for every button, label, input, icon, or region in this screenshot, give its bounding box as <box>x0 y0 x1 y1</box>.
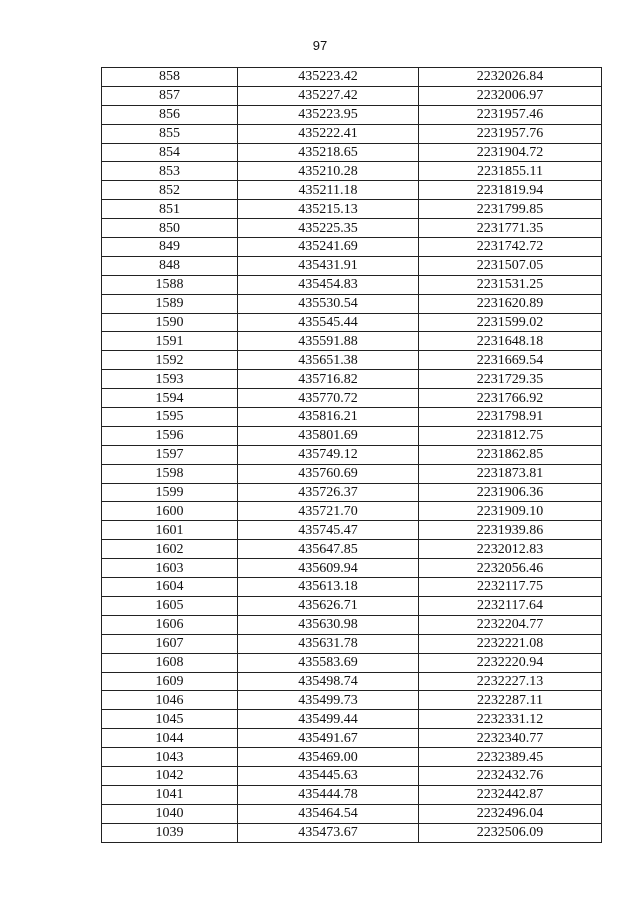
x-coordinate-cell: 435721.70 <box>238 502 419 521</box>
table-row <box>102 521 602 540</box>
point-id-cell: 1591 <box>102 332 238 351</box>
point-id-cell: 1604 <box>102 578 238 597</box>
table-row <box>102 256 602 275</box>
point-id-cell: 854 <box>102 143 238 162</box>
x-coordinate-cell: 435464.54 <box>238 804 419 823</box>
y-coordinate-cell: 2231766.92 <box>419 389 602 408</box>
x-coordinate-cell: 435445.63 <box>238 766 419 785</box>
table-row <box>102 804 602 823</box>
x-coordinate-cell: 435816.21 <box>238 408 419 427</box>
table-row <box>102 672 602 691</box>
point-id-cell: 1605 <box>102 596 238 615</box>
y-coordinate-cell: 2232496.04 <box>419 804 602 823</box>
x-coordinate-cell: 435431.91 <box>238 256 419 275</box>
y-coordinate-cell: 2231909.10 <box>419 502 602 521</box>
point-id-cell: 853 <box>102 162 238 181</box>
x-coordinate-cell: 435444.78 <box>238 785 419 804</box>
table-row <box>102 691 602 710</box>
x-coordinate-cell: 435770.72 <box>238 389 419 408</box>
table-row <box>102 464 602 483</box>
x-coordinate-cell: 435583.69 <box>238 653 419 672</box>
table-row <box>102 766 602 785</box>
y-coordinate-cell: 2231862.85 <box>419 445 602 464</box>
x-coordinate-cell: 435716.82 <box>238 370 419 389</box>
x-coordinate-cell: 435726.37 <box>238 483 419 502</box>
table-row <box>102 408 602 427</box>
point-id-cell: 1046 <box>102 691 238 710</box>
y-coordinate-cell: 2231939.86 <box>419 521 602 540</box>
table-row <box>102 181 602 200</box>
y-coordinate-cell: 2232389.45 <box>419 748 602 767</box>
y-coordinate-cell: 2232026.84 <box>419 68 602 87</box>
point-id-cell: 1039 <box>102 823 238 842</box>
point-id-cell: 1598 <box>102 464 238 483</box>
y-coordinate-cell: 2232287.11 <box>419 691 602 710</box>
y-coordinate-cell: 2232220.94 <box>419 653 602 672</box>
point-id-cell: 1603 <box>102 559 238 578</box>
x-coordinate-cell: 435211.18 <box>238 181 419 200</box>
x-coordinate-cell: 435631.78 <box>238 634 419 653</box>
y-coordinate-cell: 2231906.36 <box>419 483 602 502</box>
table-row <box>102 68 602 87</box>
point-id-cell: 848 <box>102 256 238 275</box>
y-coordinate-cell: 2232331.12 <box>419 710 602 729</box>
point-id-cell: 1044 <box>102 729 238 748</box>
point-id-cell: 1600 <box>102 502 238 521</box>
y-coordinate-cell: 2231599.02 <box>419 313 602 332</box>
table-row <box>102 219 602 238</box>
x-coordinate-cell: 435591.88 <box>238 332 419 351</box>
y-coordinate-cell: 2231812.75 <box>419 426 602 445</box>
y-coordinate-cell: 2232340.77 <box>419 729 602 748</box>
table-row <box>102 143 602 162</box>
table-row <box>102 615 602 634</box>
x-coordinate-cell: 435210.28 <box>238 162 419 181</box>
point-id-cell: 1594 <box>102 389 238 408</box>
y-coordinate-cell: 2231771.35 <box>419 219 602 238</box>
x-coordinate-cell: 435626.71 <box>238 596 419 615</box>
x-coordinate-cell: 435745.47 <box>238 521 419 540</box>
point-id-cell: 1601 <box>102 521 238 540</box>
y-coordinate-cell: 2231957.76 <box>419 124 602 143</box>
y-coordinate-cell: 2231799.85 <box>419 200 602 219</box>
x-coordinate-cell: 435227.42 <box>238 86 419 105</box>
table-row <box>102 332 602 351</box>
x-coordinate-cell: 435613.18 <box>238 578 419 597</box>
point-id-cell: 852 <box>102 181 238 200</box>
coordinates-table <box>101 67 602 843</box>
y-coordinate-cell: 2232432.76 <box>419 766 602 785</box>
y-coordinate-cell: 2231648.18 <box>419 332 602 351</box>
point-id-cell: 857 <box>102 86 238 105</box>
x-coordinate-cell: 435473.67 <box>238 823 419 842</box>
table-row <box>102 483 602 502</box>
y-coordinate-cell: 2231855.11 <box>419 162 602 181</box>
x-coordinate-cell: 435651.38 <box>238 351 419 370</box>
y-coordinate-cell: 2232012.83 <box>419 540 602 559</box>
point-id-cell: 1607 <box>102 634 238 653</box>
y-coordinate-cell: 2231669.54 <box>419 351 602 370</box>
x-coordinate-cell: 435215.13 <box>238 200 419 219</box>
y-coordinate-cell: 2231819.94 <box>419 181 602 200</box>
x-coordinate-cell: 435454.83 <box>238 275 419 294</box>
point-id-cell: 1592 <box>102 351 238 370</box>
x-coordinate-cell: 435647.85 <box>238 540 419 559</box>
table-row <box>102 426 602 445</box>
table-row <box>102 785 602 804</box>
table-row <box>102 313 602 332</box>
y-coordinate-cell: 2232221.08 <box>419 634 602 653</box>
x-coordinate-cell: 435241.69 <box>238 238 419 257</box>
table-row <box>102 294 602 313</box>
x-coordinate-cell: 435469.00 <box>238 748 419 767</box>
table-row <box>102 200 602 219</box>
table-row <box>102 540 602 559</box>
x-coordinate-cell: 435545.44 <box>238 313 419 332</box>
table-row <box>102 823 602 842</box>
y-coordinate-cell: 2232506.09 <box>419 823 602 842</box>
y-coordinate-cell: 2231904.72 <box>419 143 602 162</box>
point-id-cell: 1590 <box>102 313 238 332</box>
y-coordinate-cell: 2231873.81 <box>419 464 602 483</box>
x-coordinate-cell: 435222.41 <box>238 124 419 143</box>
y-coordinate-cell: 2232204.77 <box>419 615 602 634</box>
table-row <box>102 86 602 105</box>
x-coordinate-cell: 435801.69 <box>238 426 419 445</box>
table-row <box>102 445 602 464</box>
y-coordinate-cell: 2231957.46 <box>419 105 602 124</box>
y-coordinate-cell: 2231620.89 <box>419 294 602 313</box>
table-row <box>102 502 602 521</box>
point-id-cell: 1040 <box>102 804 238 823</box>
x-coordinate-cell: 435498.74 <box>238 672 419 691</box>
point-id-cell: 1045 <box>102 710 238 729</box>
point-id-cell: 850 <box>102 219 238 238</box>
y-coordinate-cell: 2232442.87 <box>419 785 602 804</box>
y-coordinate-cell: 2232227.13 <box>419 672 602 691</box>
table-row <box>102 351 602 370</box>
x-coordinate-cell: 435499.44 <box>238 710 419 729</box>
point-id-cell: 1602 <box>102 540 238 559</box>
x-coordinate-cell: 435223.42 <box>238 68 419 87</box>
point-id-cell: 851 <box>102 200 238 219</box>
point-id-cell: 1595 <box>102 408 238 427</box>
coordinates-table-body <box>102 68 602 843</box>
y-coordinate-cell: 2231507.05 <box>419 256 602 275</box>
point-id-cell: 1608 <box>102 653 238 672</box>
point-id-cell: 858 <box>102 68 238 87</box>
table-row <box>102 578 602 597</box>
table-row <box>102 124 602 143</box>
x-coordinate-cell: 435223.95 <box>238 105 419 124</box>
point-id-cell: 1041 <box>102 785 238 804</box>
table-row <box>102 389 602 408</box>
table-row <box>102 238 602 257</box>
y-coordinate-cell: 2232006.97 <box>419 86 602 105</box>
table-row <box>102 559 602 578</box>
point-id-cell: 1593 <box>102 370 238 389</box>
table-row <box>102 710 602 729</box>
x-coordinate-cell: 435609.94 <box>238 559 419 578</box>
x-coordinate-cell: 435530.54 <box>238 294 419 313</box>
point-id-cell: 1043 <box>102 748 238 767</box>
point-id-cell: 1588 <box>102 275 238 294</box>
y-coordinate-cell: 2231798.91 <box>419 408 602 427</box>
point-id-cell: 1599 <box>102 483 238 502</box>
point-id-cell: 1597 <box>102 445 238 464</box>
table-row <box>102 275 602 294</box>
point-id-cell: 856 <box>102 105 238 124</box>
y-coordinate-cell: 2232117.64 <box>419 596 602 615</box>
table-row <box>102 162 602 181</box>
y-coordinate-cell: 2232117.75 <box>419 578 602 597</box>
table-row <box>102 634 602 653</box>
point-id-cell: 1589 <box>102 294 238 313</box>
table-row <box>102 729 602 748</box>
x-coordinate-cell: 435630.98 <box>238 615 419 634</box>
y-coordinate-cell: 2231742.72 <box>419 238 602 257</box>
table-row <box>102 748 602 767</box>
x-coordinate-cell: 435491.67 <box>238 729 419 748</box>
table-row <box>102 105 602 124</box>
y-coordinate-cell: 2231531.25 <box>419 275 602 294</box>
y-coordinate-cell: 2231729.35 <box>419 370 602 389</box>
x-coordinate-cell: 435218.65 <box>238 143 419 162</box>
x-coordinate-cell: 435760.69 <box>238 464 419 483</box>
point-id-cell: 1606 <box>102 615 238 634</box>
table-row <box>102 653 602 672</box>
table-row <box>102 370 602 389</box>
table-row <box>102 596 602 615</box>
point-id-cell: 849 <box>102 238 238 257</box>
x-coordinate-cell: 435749.12 <box>238 445 419 464</box>
point-id-cell: 1609 <box>102 672 238 691</box>
point-id-cell: 1596 <box>102 426 238 445</box>
page-number: 97 <box>312 38 328 53</box>
x-coordinate-cell: 435499.73 <box>238 691 419 710</box>
point-id-cell: 855 <box>102 124 238 143</box>
y-coordinate-cell: 2232056.46 <box>419 559 602 578</box>
point-id-cell: 1042 <box>102 766 238 785</box>
x-coordinate-cell: 435225.35 <box>238 219 419 238</box>
